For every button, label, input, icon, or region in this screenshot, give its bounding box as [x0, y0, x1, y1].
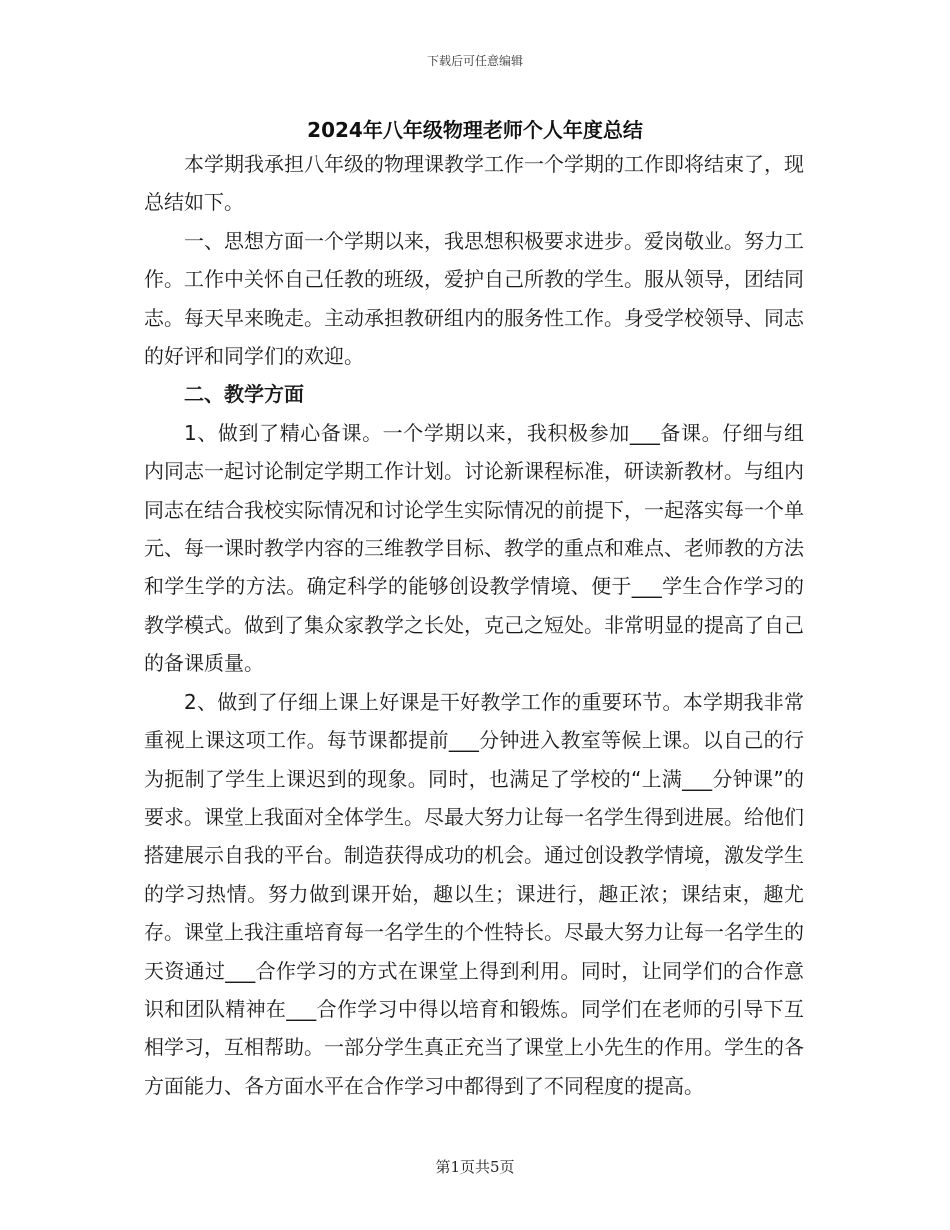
page-footer: 第1页共5页	[435, 1158, 515, 1176]
paragraph-ideology: 一、思想方面一个学期以来，我思想积极要求进步。爱岗敬业。努力工作。工作中关怀自己任教的班级，爱护自己所教的学生。服从领导，团结同志。每天早来晚走。主动承担教研组内的服务性工作。身受学校领导、同志的好评和同学们的欢迎。	[144, 228, 804, 369]
header-note: 下载后可任意编辑	[426, 54, 523, 68]
paragraph-classroom: 2、做到了仔细上课上好课是干好教学工作的重要环节。本学期我非常重视上课这项工作。每节课都提前___分钟进入教室等候上课。以自己的行为扼制了学生上课迟到的现象。同时，也满足了学校的“上满___分钟课”的要求。课堂上我面对全体学生。尽最大努力让每一名学生得到进展。给他们搭建展示自我的平台。制造获得成功的机会。通过创设教学情境，激发学生的学习热情。努力做到课开始，趣以生；课进行，趣正浓；课结束，趣尤存。课堂上我注重培育每一名学生的个性特长。尽最大努力让每一名学生的天资通过___合作学习的方式在课堂上得到利用。同时，让同学们的合作意识和团队精神在___合作学习中得以培育和锻炼。同学们在老师的引导下互相学习，互相帮助。一部分学生真正充当了课堂上小先生的作用。学生的各方面能力、各方面水平在合作学习中都得到了不同程度的提高。	[144, 689, 804, 1098]
paragraph-intro: 本学期我承担八年级的物理课教学工作一个学期的工作即将结束了，现总结如下。	[144, 152, 804, 215]
document-title: 2024年八年级物理老师个人年度总结	[307, 118, 643, 142]
paragraph-lesson-prep: 1、做到了精心备课。一个学期以来，我积极参加___备课。仔细与组内同志一起讨论制定学期工作计划。讨论新课程标准，研读新教材。与组内同志在结合我校实际情况和讨论学生实际情况的前提下，一起落实每一个单元、每一课时教学内容的三维教学目标、教学的重点和难点、老师教的方法和学生学的方法。确定科学的能够创设教学情境、便于___学生合作学习的教学模式。做到了集众家教学之长处，克己之短处。非常明显的提高了自己的备课质量。	[144, 420, 804, 676]
section-heading-teaching: 二、教学方面	[184, 382, 304, 407]
document-body	[144, 145, 804, 1105]
